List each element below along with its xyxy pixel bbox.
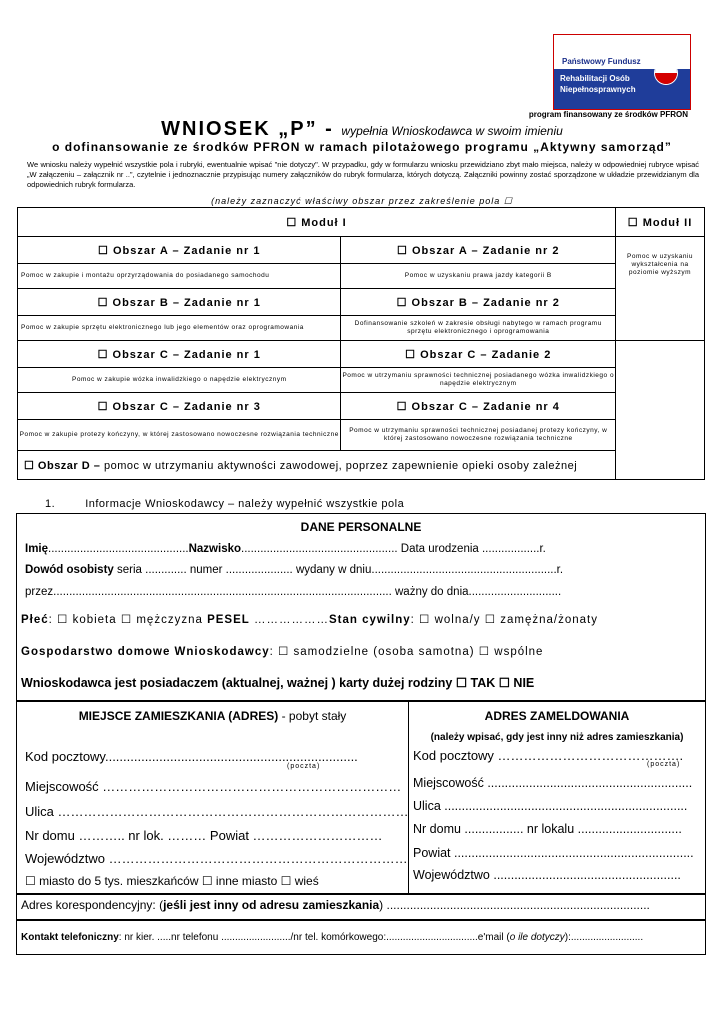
reg-voivodeship-field[interactable]: Województwo ...................................................... xyxy=(413,868,681,882)
obszar-c1-desc: Pomoc w zakupie wózka inwalidzkiego o napędzie elektrycznym xyxy=(18,368,341,393)
logo-line3: Niepełnosprawnych xyxy=(560,85,636,94)
correspondence-box xyxy=(16,893,706,921)
name-row[interactable]: Imię............................................Nazwisko................................................. Data urodzenia ..................r. xyxy=(25,543,546,555)
obszar-a1-desc: Pomoc w zakupie i montażu oprzyrządowania do posiadanego samochodu xyxy=(18,264,341,289)
section-1-title: 1. Informacje Wnioskodawcy – należy wypełnić wszystkie pola xyxy=(45,498,405,510)
sex-pesel-row[interactable]: Płeć: ☐ kobieta ☐ mężczyzna PESEL ………………Stan cywilny: ☐ wolna/y ☐ zamężna/żonaty xyxy=(21,614,598,626)
module-2-desc: Pomoc w uzyskaniu wykształcenia na poziomie wyższym xyxy=(616,237,705,341)
obszar-a1-checkbox[interactable]: ☐ Obszar A – Zadanie nr 1 xyxy=(18,237,341,264)
household-row[interactable]: Gospodarstwo domowe Wnioskodawcy: ☐ samodzielne (osoba samotna) ☐ wspólne xyxy=(21,646,544,658)
obszar-b1-checkbox[interactable]: ☐ Obszar B – Zadanie nr 1 xyxy=(18,289,341,316)
obszar-c4-checkbox[interactable]: ☐ Obszar C – Zadanie nr 4 xyxy=(341,393,616,420)
reg-house-number-field[interactable]: Nr domu ................. nr lokalu .............................. xyxy=(413,822,682,836)
logo-line1: Państwowy Fundusz xyxy=(562,57,641,66)
obszar-a2-checkbox[interactable]: ☐ Obszar A – Zadanie nr 2 xyxy=(341,237,616,264)
postal-city-hint: (poczta) xyxy=(287,763,321,770)
module-1-checkbox[interactable]: ☐ Moduł I xyxy=(18,208,616,237)
obszar-c3-desc: Pomoc w zakupie protezy kończyny, w której zastosowano nowoczesne rozwiązania techniczne xyxy=(18,420,341,451)
module-2-checkbox[interactable]: ☐ Moduł II xyxy=(616,208,705,237)
obszar-b1-desc: Pomoc w zakupie sprzętu elektronicznego lub jego elementów oraz oprogramowania xyxy=(18,316,341,341)
personal-data-box xyxy=(16,513,706,702)
obszar-b2-desc: Dofinansowanie szkoleń w zakresie obsługi nabytego w ramach programu sprzętu elektronicznego i oprogramowania xyxy=(341,316,616,341)
id-row[interactable]: Dowód osobisty seria ............. numer ..................... wydany w dniu..........................................................r. xyxy=(25,564,564,576)
reg-postal-city-hint: (poczta) xyxy=(647,761,681,768)
form-subtitle: o dofinansowanie ze środków PFRON w ramach pilotażowego programu „Aktywny samorząd” xyxy=(52,140,672,154)
address-box xyxy=(16,700,706,895)
pfron-logo xyxy=(553,34,691,110)
form-title: WNIOSEK „P” - wypełnia Wnioskodawca w swoim imieniu xyxy=(161,118,563,140)
obszar-c1-checkbox[interactable]: ☐ Obszar C – Zadanie nr 1 xyxy=(18,341,341,368)
obszar-c4-desc: Pomoc w utrzymaniu sprawności technicznej posiadanej protezy kończyny, w której zastosowano nowoczesne rozwiązania techniczne xyxy=(341,420,616,451)
intro-text: We wniosku należy wypełnić wszystkie pola i rubryki, ewentualnie wpisać "nie dotyczy". W przypadku, gdy w formularzu wniosku przewidziano zbyt mało miejsca, należy w odpowiedniej rubryce wpisać „W załączeniu – załącznik nr ..”, czytelnie i jednoznacznie przypisując numery załączników do rubryk formularza, których dotyczą. Załączniki powinny zostać sporządzone w układzie przewidzianym dla odpowiednich rubryk formularza. xyxy=(27,160,699,189)
obszar-c2-checkbox[interactable]: ☐ Obszar C – Zadanie 2 xyxy=(341,341,616,368)
locality-type-options[interactable]: ☐ miasto do 5 tys. mieszkańców ☐ inne miasto ☐ wieś xyxy=(25,874,319,888)
obszar-c3-checkbox[interactable]: ☐ Obszar C – Zadanie nr 3 xyxy=(18,393,341,420)
logo-line2: Rehabilitacji Osób xyxy=(560,74,630,83)
contact-box xyxy=(16,919,706,955)
modules-table xyxy=(17,207,705,480)
issued-by-row[interactable]: przez.......................................................................................................... ważny do dnia............................. xyxy=(25,586,562,598)
program-note: program finansowany ze środków PFRON xyxy=(528,110,688,119)
city-field[interactable]: Miejscowość …………………………………………………………… xyxy=(25,779,402,794)
contact-field[interactable]: Kontakt telefoniczny: nr kier. .....nr telefonu ........................./nr tel. komórkowego:.................................e'mail (o ile dotyczy):.......................... xyxy=(21,932,644,943)
reg-postal-code-field[interactable]: Kod pocztowy ……………………………………. xyxy=(413,748,684,763)
personal-header: DANE PERSONALNE xyxy=(300,520,422,534)
reg-city-field[interactable]: Miejscowość ........................................................... xyxy=(413,776,693,790)
registration-header: ADRES ZAMELDOWANIA xyxy=(484,709,630,723)
logo-emblem-icon xyxy=(654,61,678,85)
obszar-d-checkbox[interactable]: ☐ Obszar D – pomoc w utrzymaniu aktywności zawodowej, poprzez zapewnienie opieki osoby zależnej xyxy=(18,451,705,480)
house-number-field[interactable]: Nr domu ……….. nr lok. ……… Powiat ………………………… xyxy=(25,828,383,843)
reg-street-field[interactable]: Ulica ...................................................................... xyxy=(413,799,688,813)
residence-header: MIEJSCE ZAMIESZKANIA (ADRES) - pobyt stały xyxy=(78,709,347,723)
obszar-a2-desc: Pomoc w uzyskaniu prawa jazdy kategorii B xyxy=(341,264,616,289)
obszar-b2-checkbox[interactable]: ☐ Obszar B – Zadanie nr 2 xyxy=(341,289,616,316)
large-family-card-row[interactable]: Wnioskodawca jest posiadaczem (aktualnej, ważnej ) karty dużej rodziny ☐ TAK ☐ NIE xyxy=(21,676,535,690)
mark-note: (należy zaznaczyć właściwy obszar przez zakreślenie pola ☐ xyxy=(211,196,513,206)
street-field[interactable]: Ulica ……………………………………………………………………… xyxy=(25,804,409,819)
correspondence-field[interactable]: Adres korespondencyjny: (jeśli jest inny od adresu zamieszkania) ............................................................................... xyxy=(21,898,650,912)
registration-note: (należy wpisać, gdy jest inny niż adres zamieszkania) xyxy=(430,732,684,743)
obszar-c2-desc: Pomoc w utrzymaniu sprawności technicznej posiadanego wózka inwalidzkiego o napędzie elektrycznym xyxy=(341,368,616,393)
reg-district-field[interactable]: Powiat ..................................................................... xyxy=(413,846,694,860)
postal-code-field[interactable]: Kod pocztowy...................................................................... xyxy=(25,749,358,764)
voivodeship-field[interactable]: Województwo …………………………………………………………… xyxy=(25,851,408,866)
